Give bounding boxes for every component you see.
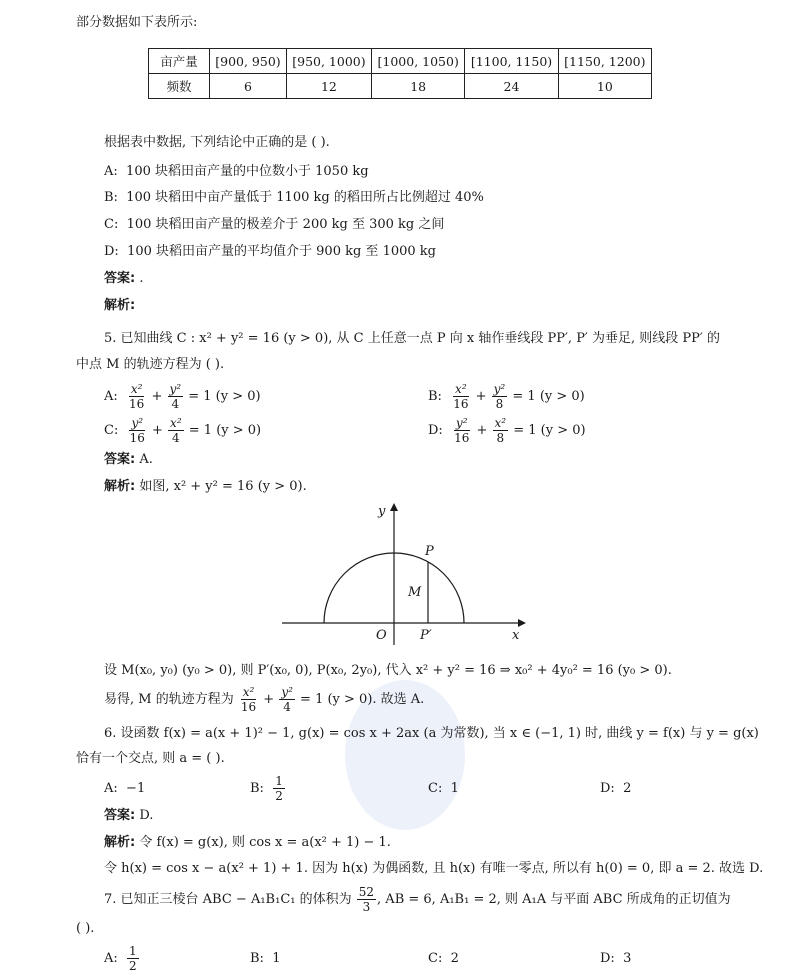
q5-answer: 答案: A. [104,452,153,467]
q5-option-c: C: $\frac{\text{y²}}{16}$ + $\frac{\text{x²}}{4}$ = 1 (y > 0) [104,416,262,445]
label-m: M [408,585,422,600]
frequency-table [148,48,652,99]
q5-option-a: A: $\frac{\text{x²}}{16}$ + $\frac{\text{y²}}{4}$ = 1 (y > 0) [104,382,261,411]
label-y: y [378,504,386,519]
table-cell: [1000, 1050) [372,49,465,74]
x-axis-arrow [518,619,526,627]
q7-stem: 7. 已知正三棱台 ABC − A₁B₁C₁ 的体积为 $\frac{52}{3}$ , AB = 6, A₁B₁ = 2, 则 A₁A 与平面 ABC 所成角的正切值为 [104,885,731,914]
row-header: 频数 [149,74,210,99]
q4-analysis-label: 解析: [104,298,136,313]
intro-text: 部分数据如下表所示: [76,15,198,30]
table-cell: 12 [286,74,371,99]
label-o: O [376,628,387,643]
q6-option-a: A: −1 [104,781,146,796]
q4-answer: 答案: . [104,271,144,286]
semicircle-figure [270,495,530,650]
q6-stem-line2: 恰有一个交点, 则 a = ( ). [76,751,225,766]
q4-option-d: D: 100 块稻田亩产量的平均值介于 900 kg 至 1000 kg [104,244,436,259]
label-p: P [425,544,434,559]
q7-option-a: A: $\frac{1}{2}$ [104,944,137,973]
q7-stem-line2: ( ). [76,921,95,936]
q7-option-b: B: 1 [250,951,281,966]
table-row [149,49,652,74]
q7-option-d: D: 3 [600,951,632,966]
table-cell: [900, 950) [210,49,287,74]
q5-option-d: D: $\frac{\text{y²}}{16}$ + $\frac{\text{x²}}{8}$ = 1 (y > 0) [428,416,586,445]
table-cell: 18 [372,74,465,99]
q5-analysis: 解析: 如图, x² + y² = 16 (y > 0). [104,479,307,494]
row-header: 亩产量 [149,49,210,74]
table-cell: 24 [465,74,558,99]
q4-option-a: A: 100 块稻田亩产量的中位数小于 1050 kg [104,164,369,179]
q5-stem-line2: 中点 M 的轨迹方程为 ( ). [76,357,225,372]
y-axis-arrow [390,503,398,511]
q7-option-c: C: 2 [428,951,459,966]
table-cell: 10 [558,74,651,99]
q6-analysis: 解析: 令 f(x) = g(x), 则 cos x = a(x² + 1) − 1. [104,835,391,850]
q6-option-c: C: 1 [428,781,459,796]
q6-answer: 答案: D. [104,808,154,823]
q4-option-c: C: 100 块稻田亩产量的极差介于 200 kg 至 300 kg 之间 [104,217,445,232]
q5-derivation: 设 M(x₀, y₀) (y₀ > 0), 则 P′(x₀, 0), P(x₀, 2y₀), 代入 x² + y² = 16 ⇒ x₀² + 4y₀² = 16 (y₀ > 0). [104,663,672,678]
q6-option-b: B: $\frac{1}{2}$ [250,774,283,803]
q6-stem-line1: 6. 设函数 f(x) = a(x + 1)² − 1, g(x) = cos x + 2ax (a 为常数), 当 x ∈ (−1, 1) 时, 曲线 y = f(x) 与 y = g(x) [104,726,759,741]
table-cell: [1100, 1150) [465,49,558,74]
q4-stem: 根据表中数据, 下列结论中正确的是 ( ). [104,135,330,150]
label-x: x [512,628,520,643]
q5-stem-line1: 5. 已知曲线 C : x² + y² = 16 (y > 0), 从 C 上任意一点 P 向 x 轴作垂线段 PP′, P′ 为垂足, 则线段 PP′ 的 [104,331,720,346]
table-cell: [950, 1000) [286,49,371,74]
table-cell: [1150, 1200) [558,49,651,74]
q4-option-b: B: 100 块稻田中亩产量低于 1100 kg 的稻田所占比例超过 40% [104,190,484,205]
table-cell: 6 [210,74,287,99]
q5-option-b: B: $\frac{\text{x²}}{16}$ + $\frac{\text{y²}}{8}$ = 1 (y > 0) [428,382,585,411]
q6-option-d: D: 2 [600,781,632,796]
q5-conclusion: 易得, M 的轨迹方程为 $\frac{\text{x²}}{16}$ + $\frac{\text{y²}}{4}$ = 1 (y > 0). 故选 A. [104,685,425,714]
q6-analysis-line2: 令 h(x) = cos x − a(x² + 1) + 1. 因为 h(x) 为偶函数, 且 h(x) 有唯一零点, 所以有 h(0) = 0, 即 a = 2. 故选 D. [104,861,764,876]
label-p-prime: P′ [420,628,432,643]
table-row [149,74,652,99]
